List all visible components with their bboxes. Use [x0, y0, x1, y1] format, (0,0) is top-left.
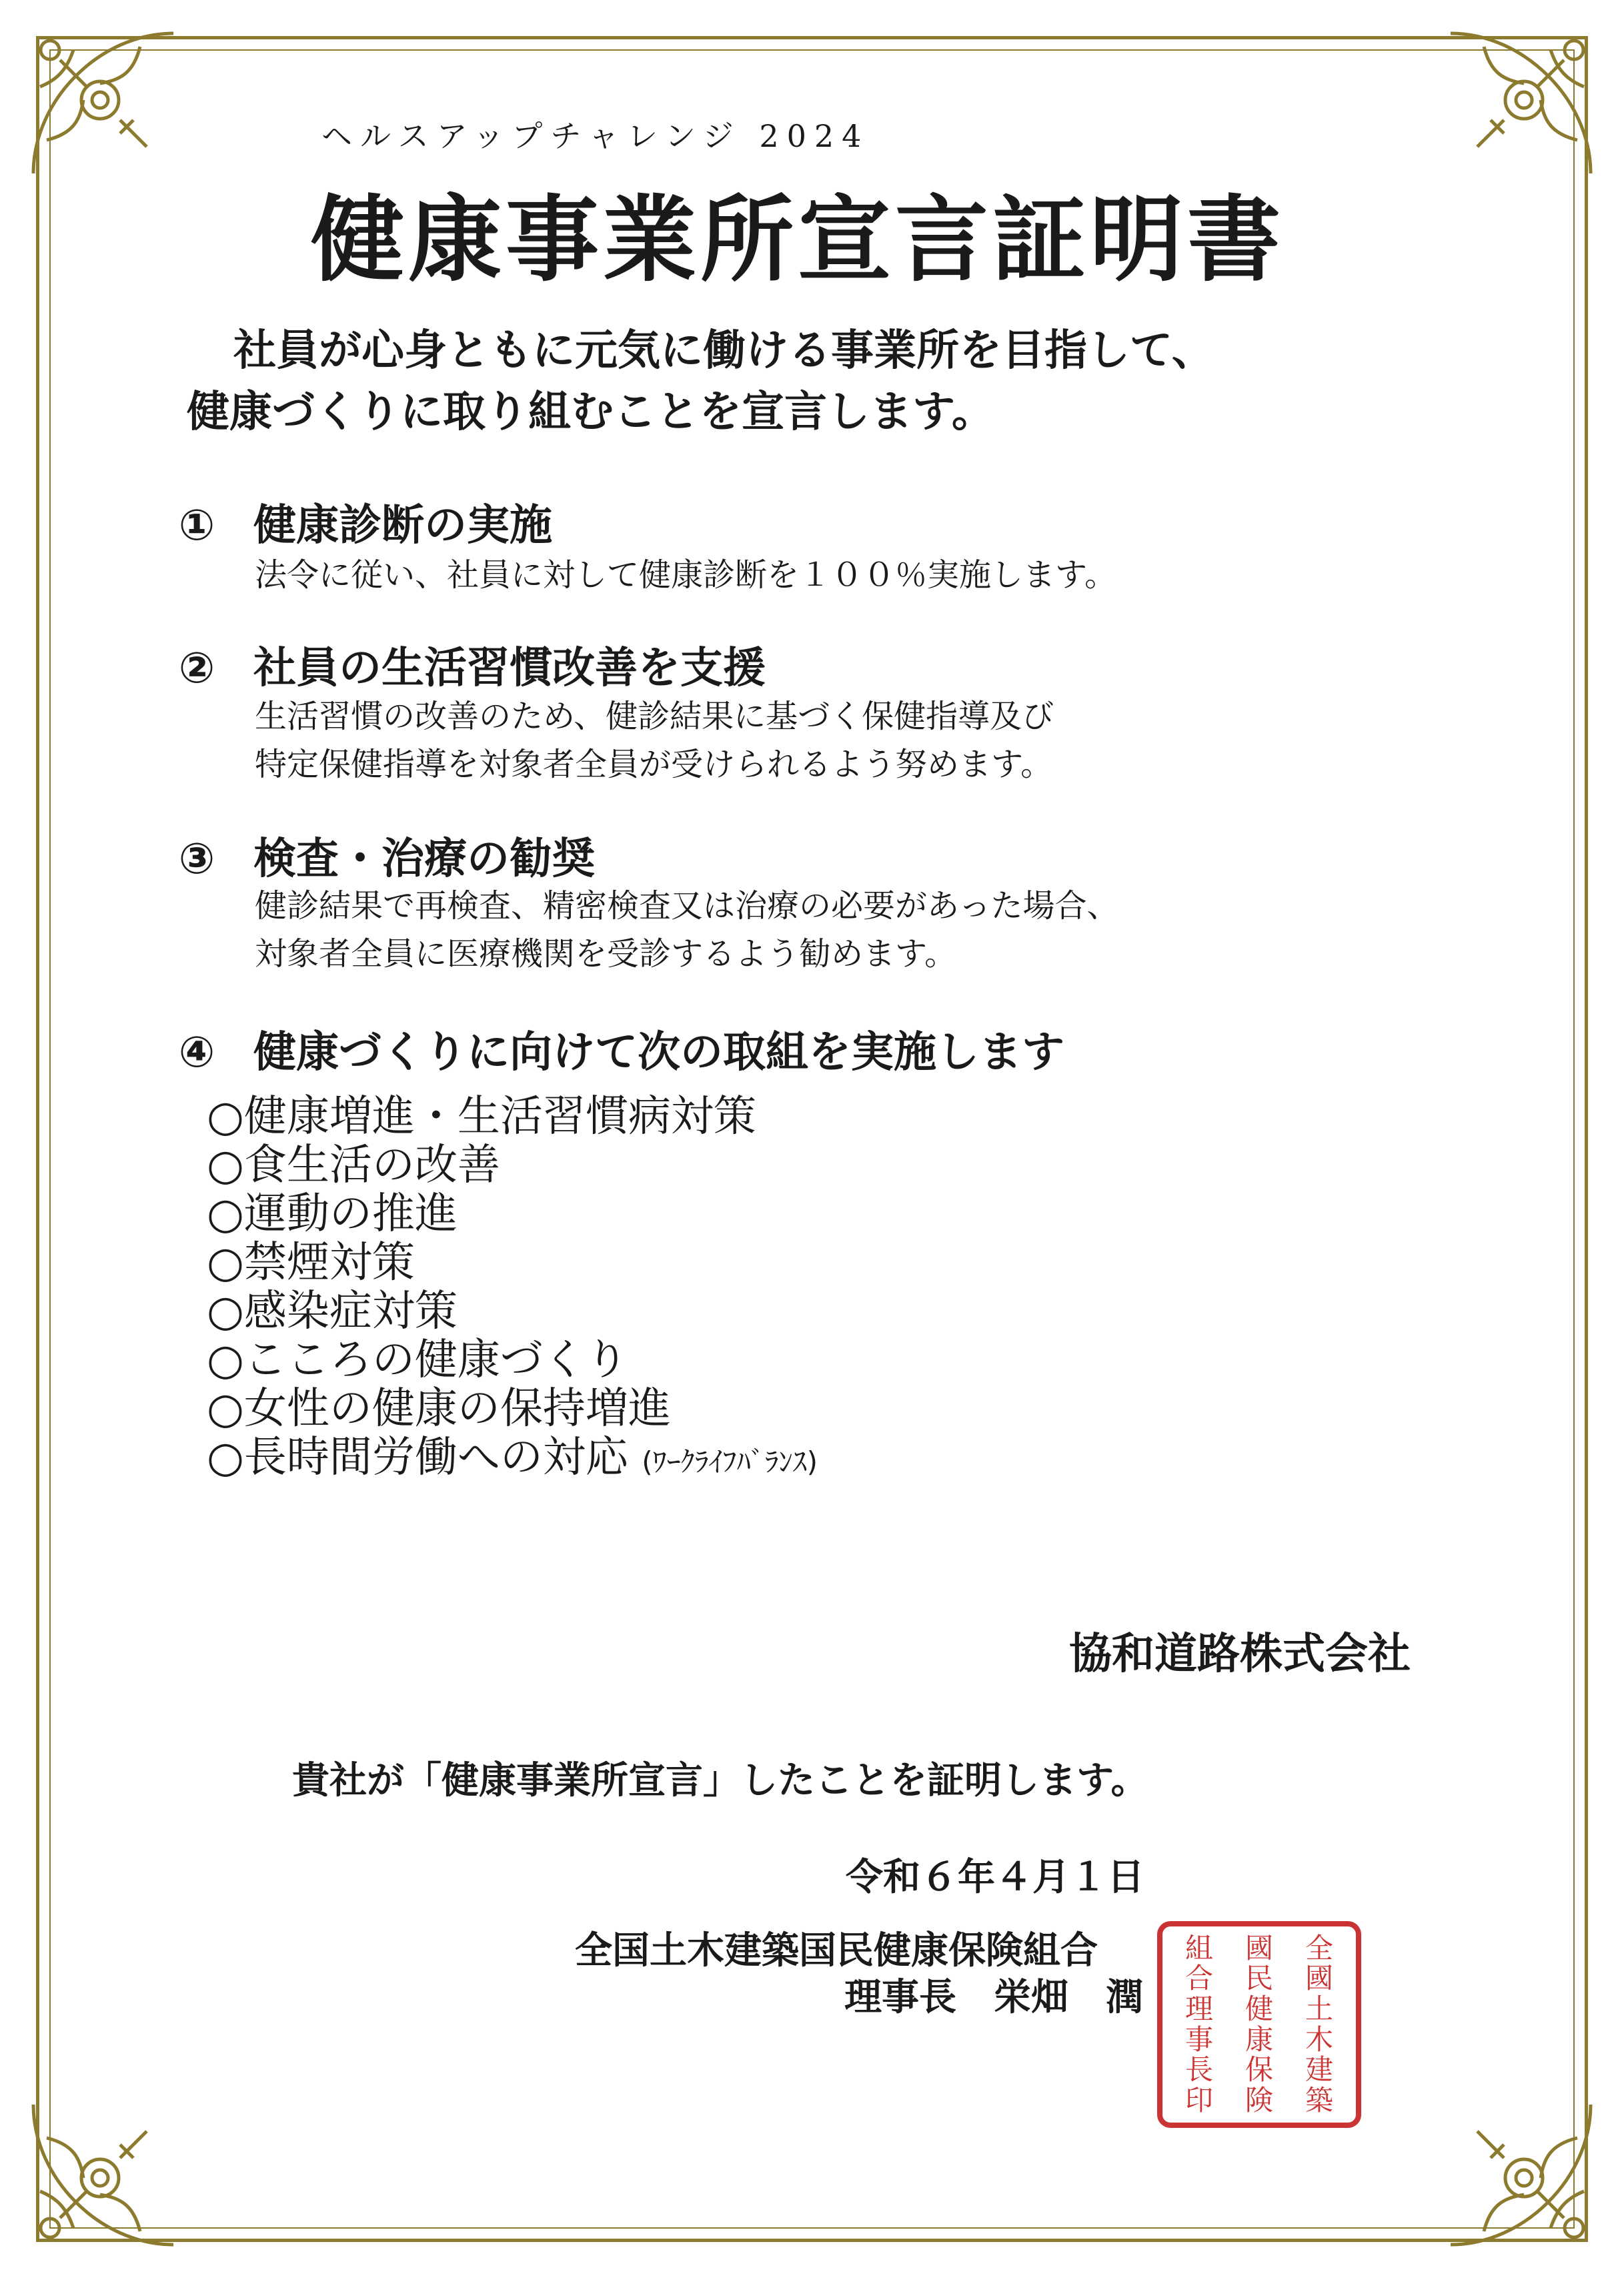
seal-character: 印 [1184, 2084, 1213, 2117]
company-name: 協和道路株式会社 [1069, 1630, 1411, 1679]
section-number: ① [179, 501, 215, 550]
list-item: ○運動の推進 [207, 1189, 458, 1239]
section-number: ④ [179, 1028, 215, 1077]
section-body-line: 生活習慣の改善のため、健診結果に基づく保健指導及び [255, 698, 1054, 735]
official-seal-stamp [1157, 1921, 1361, 2128]
section-body-line: 対象者全員に医療機関を受診するよう勧めます。 [255, 935, 957, 973]
seal-characters [1169, 1933, 1349, 2116]
section-body-line: 健診結果で再検査、精密検査又は治療の必要があった場合、 [255, 887, 1119, 925]
list-item: ○こころの健康づくり [207, 1335, 628, 1385]
intro-line: 社員が心身ともに元気に働ける事業所を目指して、 [233, 326, 1214, 376]
section-body [255, 882, 1119, 978]
issuer-chairman: 理事長 栄畑 潤 [844, 1976, 1143, 2019]
seal-character: 木 [1305, 2023, 1333, 2056]
list-item: ○禁煙対策 [207, 1238, 415, 1287]
list-item: ○感染症対策 [207, 1287, 458, 1336]
list-item: ○健康増進・生活習慣病対策 [207, 1092, 756, 1141]
corner-ornament-icon [1437, 20, 1604, 187]
seal-character: 民 [1245, 1962, 1273, 1995]
seal-character: 合 [1184, 1962, 1213, 1995]
section-number: ③ [179, 834, 215, 884]
section-title: 健康づくりに向けて次の取組を実施します [253, 1028, 1064, 1077]
issue-date: 令和６年４月１日 [846, 1856, 1144, 1899]
list-item-note: (ﾜｰｸﾗｲﾌﾊﾞﾗﾝｽ) [642, 1446, 818, 1478]
corner-ornament-icon [20, 20, 187, 187]
section-body-line: 法令に従い、社員に対して健康診断を１００％実施します。 [255, 556, 1117, 594]
certificate-title: 健康事業所宣言証明書 [311, 185, 1285, 295]
certification-statement: 貴社が「健康事業所宣言」したことを証明します。 [292, 1759, 1148, 1802]
seal-character: 保 [1245, 2053, 1273, 2087]
section-heading [179, 824, 595, 886]
seal-character: 土 [1305, 1992, 1333, 2026]
seal-character: 築 [1305, 2084, 1333, 2117]
section-heading [179, 491, 552, 552]
section-body-line: 特定保健指導を対象者全員が受けられるよう努めます。 [255, 746, 1053, 783]
section-number: ② [179, 644, 215, 693]
seal-character: 康 [1245, 2023, 1273, 2056]
section-body [255, 551, 1116, 599]
seal-character: 理 [1184, 1992, 1213, 2026]
section-title: 社員の生活習慣改善を支援 [253, 644, 766, 693]
seal-character: 國 [1245, 1931, 1273, 1964]
issuer-organization: 全国土木建築国民健康保険組合 [575, 1929, 1098, 1972]
section-heading [179, 634, 766, 695]
section-title: 健康診断の実施 [253, 501, 552, 550]
program-subtitle: ヘルスアップチャレンジ 2024 [321, 118, 870, 154]
seal-character: 國 [1305, 1962, 1333, 1995]
section-title: 検査・治療の勧奨 [253, 834, 595, 884]
intro-line: 健康づくりに取り組むことを宣言します。 [187, 388, 994, 437]
seal-character: 組 [1184, 1931, 1213, 1964]
list-item [207, 1434, 818, 1486]
seal-character: 全 [1305, 1931, 1333, 1964]
seal-character: 長 [1184, 2053, 1213, 2087]
corner-ornament-icon [20, 2091, 187, 2258]
seal-character: 険 [1245, 2084, 1273, 2117]
section-body [255, 692, 1054, 788]
initiative-list [207, 1093, 818, 1486]
corner-ornament-icon [1437, 2091, 1604, 2258]
list-item: ○食生活の改善 [207, 1141, 500, 1190]
seal-character: 建 [1305, 2053, 1333, 2087]
seal-character: 健 [1245, 1992, 1273, 2026]
declaration-intro [187, 320, 1214, 443]
seal-character: 事 [1184, 2023, 1213, 2056]
section-heading [179, 1018, 1064, 1079]
list-item-text: ○長時間労働への対応 [207, 1433, 628, 1482]
list-item: ○女性の健康の保持増進 [207, 1384, 671, 1434]
